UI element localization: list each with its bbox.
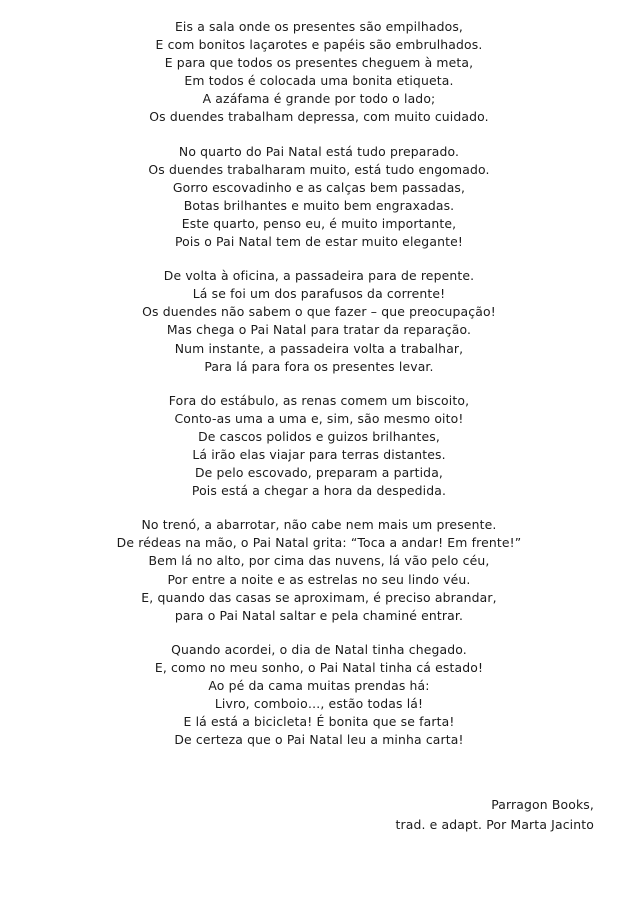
- publisher-credit: Parragon Books,: [491, 797, 594, 812]
- stanza-6: [0, 641, 638, 750]
- poem-line: Bem lá no alto, por cima das nuvens, lá vão pelo céu,: [148, 553, 490, 569]
- poem-line: E com bonitos laçarotes e papéis são embrulhados.: [155, 37, 483, 53]
- poem-line: Por entre a noite e as estrelas no seu lindo véu.: [167, 571, 471, 587]
- poem-line: A azáfama é grande por todo o lado;: [202, 91, 436, 107]
- poem-line: De pelo escovado, preparam a partida,: [194, 465, 444, 481]
- poem-line: Lá se foi um dos parafusos da corrente!: [192, 286, 446, 302]
- poem-line: Eis a sala onde os presentes são empilhados,: [174, 19, 464, 34]
- poem-line: E para que todos os presentes cheguem à meta,: [164, 55, 474, 71]
- stanza-2: [0, 143, 638, 252]
- poem-line: Gorro escovadinho e as calças bem passadas,: [172, 179, 466, 195]
- poem-line: para o Pai Natal saltar e pela chaminé entrar.: [174, 607, 464, 623]
- stanza-1: [0, 18, 638, 127]
- credits: [395, 795, 594, 835]
- stanza-3: [0, 267, 638, 376]
- poem: [0, 18, 638, 765]
- poem-line: Mas chega o Pai Natal para tratar da reparação.: [166, 322, 472, 338]
- poem-line: E, quando das casas se aproximam, é preciso abrandar,: [141, 589, 497, 605]
- poem-line: No quarto do Pai Natal está tudo preparado.: [178, 143, 460, 159]
- poem-line: Os duendes trabalham depressa, com muito cuidado.: [149, 109, 489, 125]
- poem-line: Os duendes trabalharam muito, está tudo engomado.: [148, 161, 490, 177]
- poem-line: Fora do estábulo, as renas comem um biscoito,: [168, 392, 470, 408]
- poem-line: De rédeas na mão, o Pai Natal grita: “Toca a andar! Em frente!”: [116, 535, 522, 551]
- poem-line: Pois o Pai Natal tem de estar muito elegante!: [175, 234, 463, 250]
- poem-line: E lá está a bicicleta! É bonita que se farta!: [183, 714, 455, 730]
- poem-line: Botas brilhantes e muito bem engraxadas.: [183, 197, 455, 213]
- translation-credit: trad. e adapt. Por Marta Jacinto: [395, 817, 594, 832]
- poem-line: E, como no meu sonho, o Pai Natal tinha cá estado!: [154, 659, 484, 675]
- poem-line: De certeza que o Pai Natal leu a minha carta!: [174, 732, 464, 748]
- stanza-5: [0, 516, 638, 625]
- stanza-4: [0, 392, 638, 501]
- poem-line: De cascos polidos e guizos brilhantes,: [198, 428, 440, 444]
- poem-line: De volta à oficina, a passadeira para de repente.: [163, 268, 475, 284]
- poem-line: No trenó, a abarrotar, não cabe nem mais um presente.: [141, 517, 497, 533]
- poem-line: Num instante, a passadeira volta a trabalhar,: [174, 340, 464, 356]
- poem-line: Em todos é colocada uma bonita etiqueta.: [184, 73, 454, 89]
- poem-line: Conto-as uma a uma e, sim, são mesmo oito!: [174, 410, 464, 426]
- poem-line: Pois está a chegar a hora da despedida.: [191, 483, 447, 499]
- poem-line: Este quarto, penso eu, é muito importante,: [181, 215, 457, 231]
- poem-line: Lá irão elas viajar para terras distantes.: [192, 446, 446, 462]
- poem-line: Para lá para fora os presentes levar.: [204, 358, 434, 374]
- poem-line: Os duendes não sabem o que fazer – que preocupação!: [142, 304, 496, 320]
- poem-line: Livro, comboio…, estão todas lá!: [214, 696, 424, 712]
- poem-line: Ao pé da cama muitas prendas há:: [208, 678, 430, 693]
- poem-line: Quando acordei, o dia de Natal tinha chegado.: [171, 641, 467, 657]
